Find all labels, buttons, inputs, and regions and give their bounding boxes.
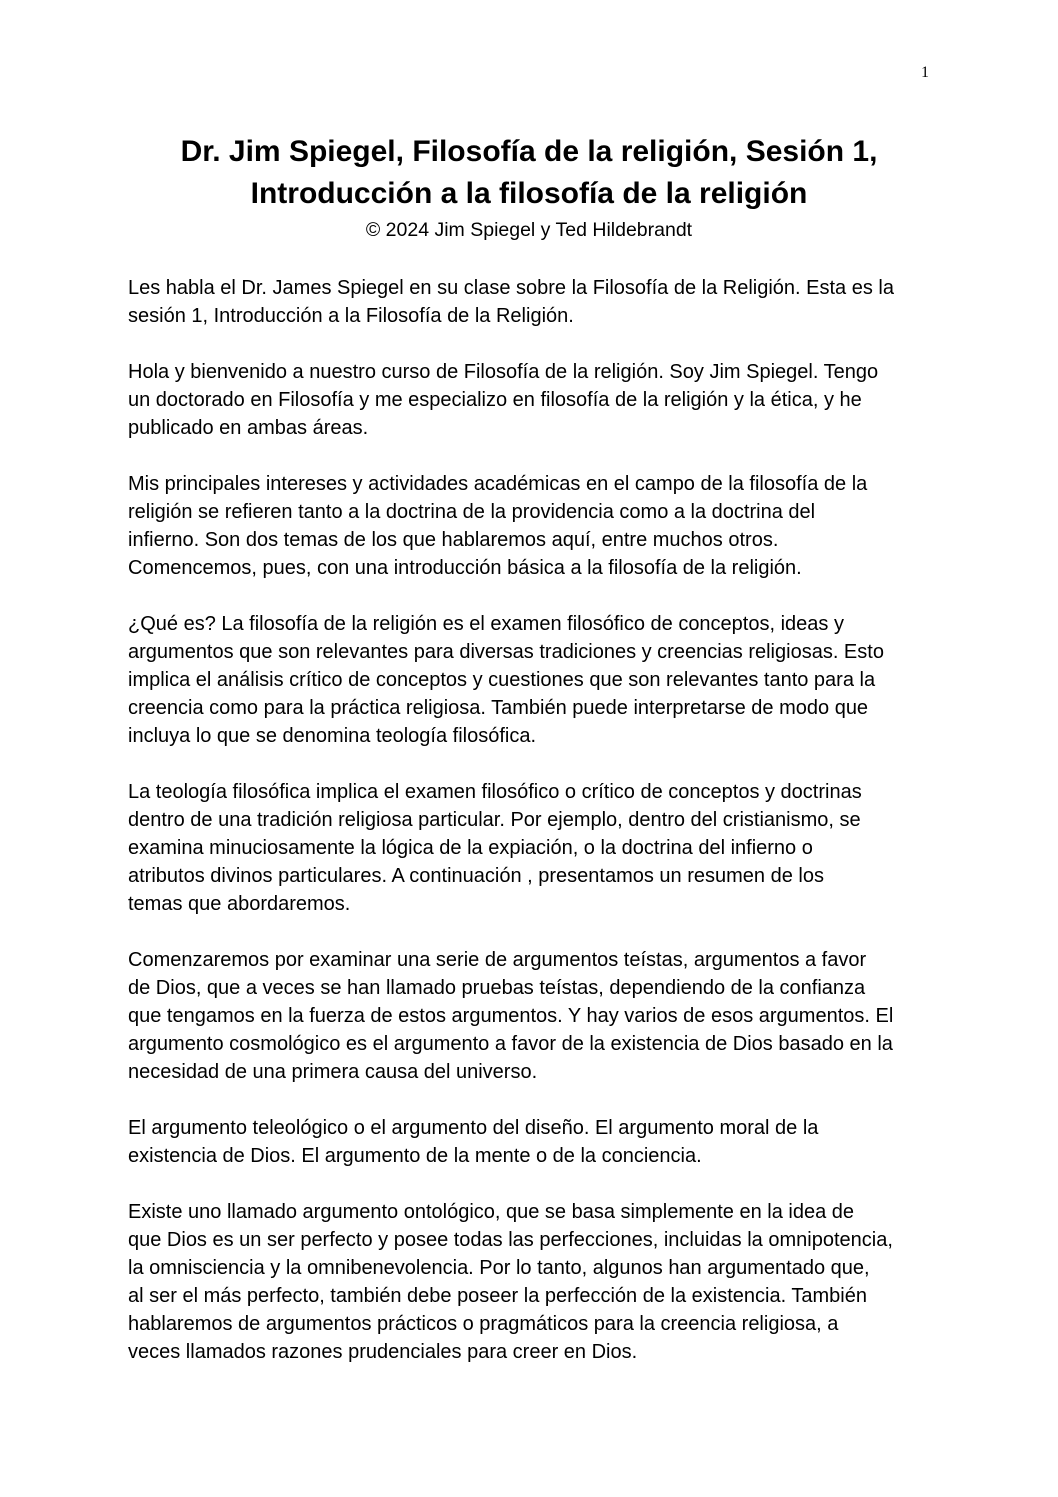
text-line: dentro de una tradición religiosa particular. Por ejemplo, dentro del cristianismo, se <box>128 809 861 831</box>
paragraph <box>128 358 938 442</box>
text-line: argumento cosmológico es el argumento a favor de la existencia de Dios basado en la <box>128 1033 893 1055</box>
text-line: infierno. Son dos temas de los que hablaremos aquí, entre muchos otros. <box>128 529 779 551</box>
title-line: Dr. Jim Spiegel, Filosofía de la religión, Sesión 1, <box>180 135 878 168</box>
paragraph <box>128 274 938 330</box>
document-body <box>128 274 938 1394</box>
text-line: temas que abordaremos. <box>128 893 351 915</box>
text-line: la omnisciencia y la omnibenevolencia. Por lo tanto, algunos han argumentado que, <box>128 1257 870 1279</box>
document-title <box>128 131 930 215</box>
paragraph <box>128 470 938 582</box>
title-block <box>128 131 930 243</box>
paragraph <box>128 1114 938 1170</box>
text-line: atributos divinos particulares. A continuación , presentamos un resumen de los <box>128 865 824 887</box>
text-line: examina minuciosamente la lógica de la expiación, o la doctrina del infierno o <box>128 837 813 859</box>
text-line: que Dios es un ser perfecto y posee todas las perfecciones, incluidas la omnipotencia, <box>128 1229 893 1251</box>
text-line: ¿Qué es? La filosofía de la religión es el examen filosófico de conceptos, ideas y <box>128 613 844 635</box>
title-line: Introducción a la filosofía de la religión <box>250 177 808 210</box>
text-line: un doctorado en Filosofía y me especializo en filosofía de la religión y la ética, y he <box>128 389 862 411</box>
text-line: argumentos que son relevantes para diversas tradiciones y creencias religiosas. Esto <box>128 641 884 663</box>
text-line: Existe uno llamado argumento ontológico, que se basa simplemente en la idea de <box>128 1201 855 1223</box>
text-line: incluya lo que se denomina teología filosófica. <box>128 725 537 747</box>
text-line: religión se refieren tanto a la doctrina de la providencia como a la doctrina del <box>128 501 816 523</box>
text-line: Comencemos, pues, con una introducción básica a la filosofía de la religión. <box>128 557 802 579</box>
text-line: hablaremos de argumentos prácticos o pragmáticos para la creencia religiosa, a <box>128 1313 839 1335</box>
paragraph <box>128 778 938 918</box>
text-line: El argumento teleológico o el argumento del diseño. El argumento moral de la <box>128 1117 819 1139</box>
paragraph <box>128 946 938 1086</box>
paragraph <box>128 610 938 750</box>
text-line: creencia como para la práctica religiosa. También puede interpretarse de modo que <box>128 697 869 719</box>
text-line: sesión 1, Introducción a la Filosofía de la Religión. <box>128 305 574 327</box>
copyright-notice: © 2024 Jim Spiegel y Ted Hildebrandt <box>365 219 693 241</box>
text-line: necesidad de una primera causa del universo. <box>128 1061 538 1083</box>
text-line: implica el análisis crítico de conceptos y cuestiones que son relevantes tanto para la <box>128 669 876 691</box>
text-line: que tengamos en la fuerza de estos argumentos. Y hay varios de esos argumentos. El <box>128 1005 894 1027</box>
page-number: 1 <box>921 64 929 81</box>
text-line: al ser el más perfecto, también debe poseer la perfección de la existencia. También <box>128 1285 867 1307</box>
text-line: Mis principales intereses y actividades académicas en el campo de la filosofía de la <box>128 473 868 495</box>
text-line: de Dios, que a veces se han llamado pruebas teístas, dependiendo de la confianza <box>128 977 866 999</box>
text-line: existencia de Dios. El argumento de la mente o de la conciencia. <box>128 1145 702 1167</box>
text-line: Hola y bienvenido a nuestro curso de Filosofía de la religión. Soy Jim Spiegel. Tengo <box>128 361 879 383</box>
text-line: publicado en ambas áreas. <box>128 417 369 439</box>
text-line: Comenzaremos por examinar una serie de argumentos teístas, argumentos a favor <box>128 949 867 971</box>
text-line: La teología filosófica implica el examen filosófico o crítico de conceptos y doctrinas <box>128 781 862 803</box>
text-line: Les habla el Dr. James Spiegel en su clase sobre la Filosofía de la Religión. Esta es la <box>128 277 894 299</box>
text-line: veces llamados razones prudenciales para creer en Dios. <box>128 1341 638 1363</box>
paragraph <box>128 1198 938 1366</box>
